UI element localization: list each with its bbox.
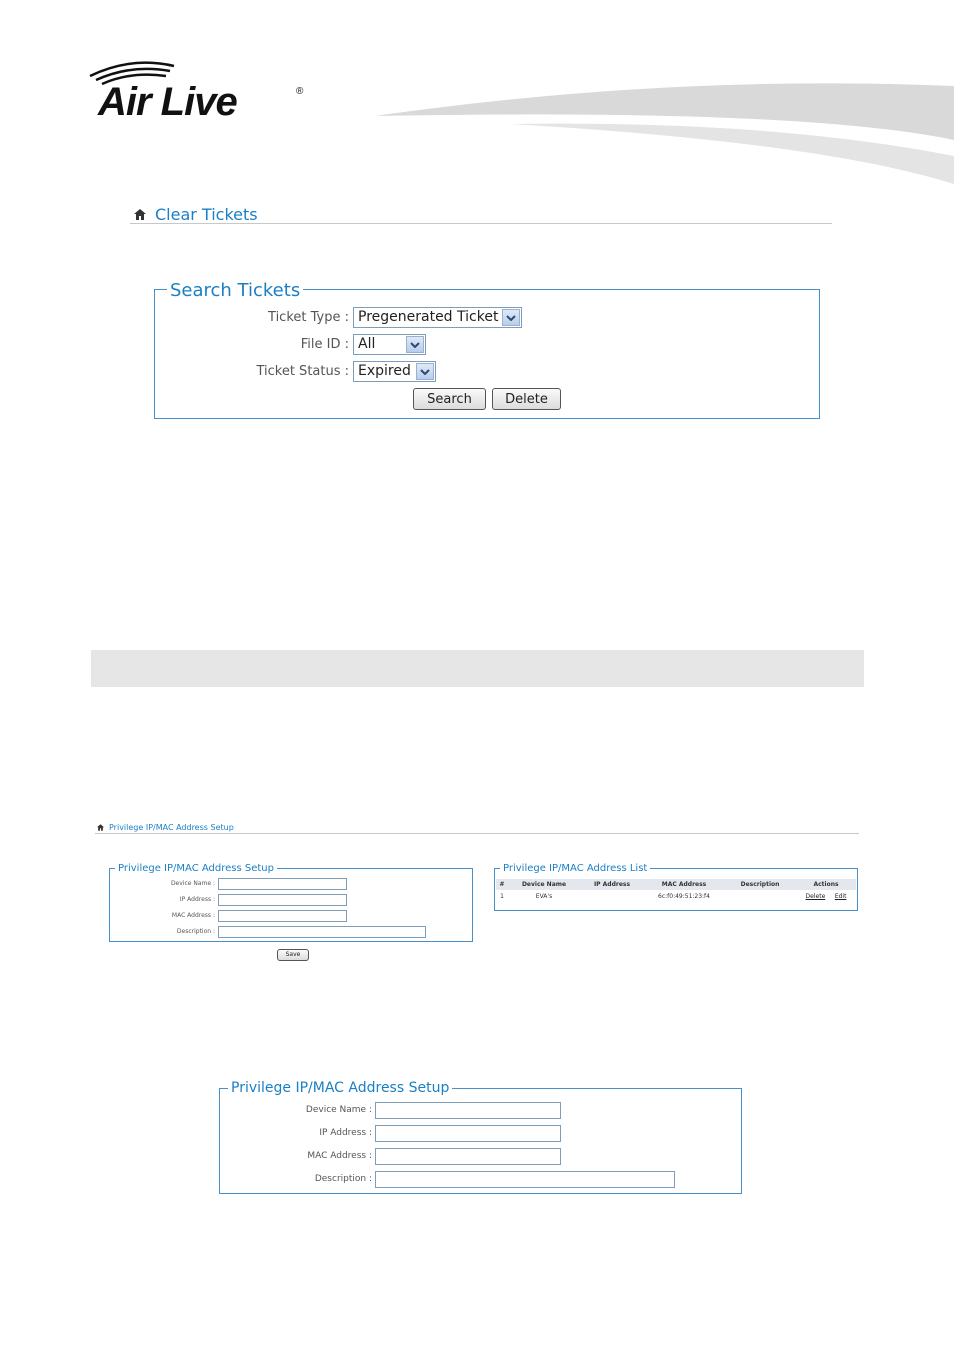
privilege-setup-large-legend: Privilege IP/MAC Address Setup (228, 1080, 452, 1096)
ip-address-label: IP Address : (319, 1128, 372, 1138)
header-swoosh (370, 80, 954, 190)
ticket-type-value: Pregenerated Ticket (358, 309, 499, 325)
search-tickets-legend: Search Tickets (167, 280, 303, 301)
device-name-label: Device Name : (170, 880, 215, 887)
delete-button[interactable]: Delete (492, 388, 561, 410)
device-name-input[interactable] (375, 1102, 561, 1119)
file-id-label: File ID : (300, 337, 349, 352)
edit-link[interactable]: Edit (834, 893, 847, 900)
col-header: Actions (796, 879, 856, 890)
privilege-setup-legend: Privilege IP/MAC Address Setup (115, 863, 277, 874)
description-label: Description : (314, 1174, 372, 1184)
row-description (724, 890, 796, 903)
privilege-list-legend: Privilege IP/MAC Address List (500, 863, 650, 874)
airlive-logo (86, 58, 316, 128)
privilege-page-title: Privilege IP/MAC Address Setup (109, 822, 234, 832)
clear-tickets-header (134, 205, 258, 223)
delete-link[interactable]: Delete (805, 893, 826, 900)
privilege-list-table (496, 879, 856, 903)
file-id-value: All (358, 336, 376, 352)
device-name-input[interactable] (218, 878, 347, 890)
divider (130, 223, 832, 224)
mac-address-input[interactable] (375, 1148, 561, 1165)
ticket-status-value: Expired (358, 363, 411, 379)
page-title: Clear Tickets (155, 204, 258, 224)
brand-reg-mark: ® (296, 86, 304, 97)
brand-name: Air Live (98, 80, 237, 124)
col-header: Device Name (508, 879, 580, 890)
description-input[interactable] (218, 926, 426, 938)
save-button[interactable]: Save (277, 949, 309, 961)
home-icon (97, 824, 104, 831)
ticket-type-label: Ticket Type : (268, 310, 349, 325)
ip-address-input[interactable] (218, 894, 347, 906)
chevron-down-icon (502, 309, 520, 326)
table-header-row (496, 879, 856, 890)
home-icon (134, 209, 146, 220)
divider (95, 833, 859, 834)
table-row (496, 890, 856, 903)
ip-address-input[interactable] (375, 1125, 561, 1142)
ticket-status-label: Ticket Status : (256, 364, 349, 379)
col-header: IP Address (580, 879, 644, 890)
device-name-label: Device Name : (305, 1105, 372, 1115)
row-number: 1 (500, 893, 504, 900)
description-input[interactable] (375, 1171, 675, 1188)
col-header: Description (724, 879, 796, 890)
row-device-name: EVA's (535, 893, 553, 900)
file-id-select[interactable] (353, 334, 426, 355)
description-label: Description : (176, 928, 215, 935)
chevron-down-icon (416, 363, 434, 380)
row-ip-address (580, 890, 644, 903)
mac-address-input[interactable] (218, 910, 347, 922)
chevron-down-icon (406, 336, 424, 353)
ticket-status-select[interactable] (353, 361, 436, 382)
search-button[interactable]: Search (413, 388, 486, 410)
mac-address-label: MAC Address : (171, 912, 215, 919)
section-bar (91, 650, 864, 687)
mac-address-label: MAC Address : (307, 1151, 372, 1161)
ip-address-label: IP Address : (179, 896, 215, 903)
privilege-header (97, 822, 234, 832)
row-actions (796, 890, 856, 903)
ticket-type-select[interactable] (353, 307, 522, 328)
row-mac-address: 6c:f0:49:51:23:f4 (658, 893, 710, 900)
col-header: # (496, 879, 508, 890)
col-header: MAC Address (644, 879, 724, 890)
